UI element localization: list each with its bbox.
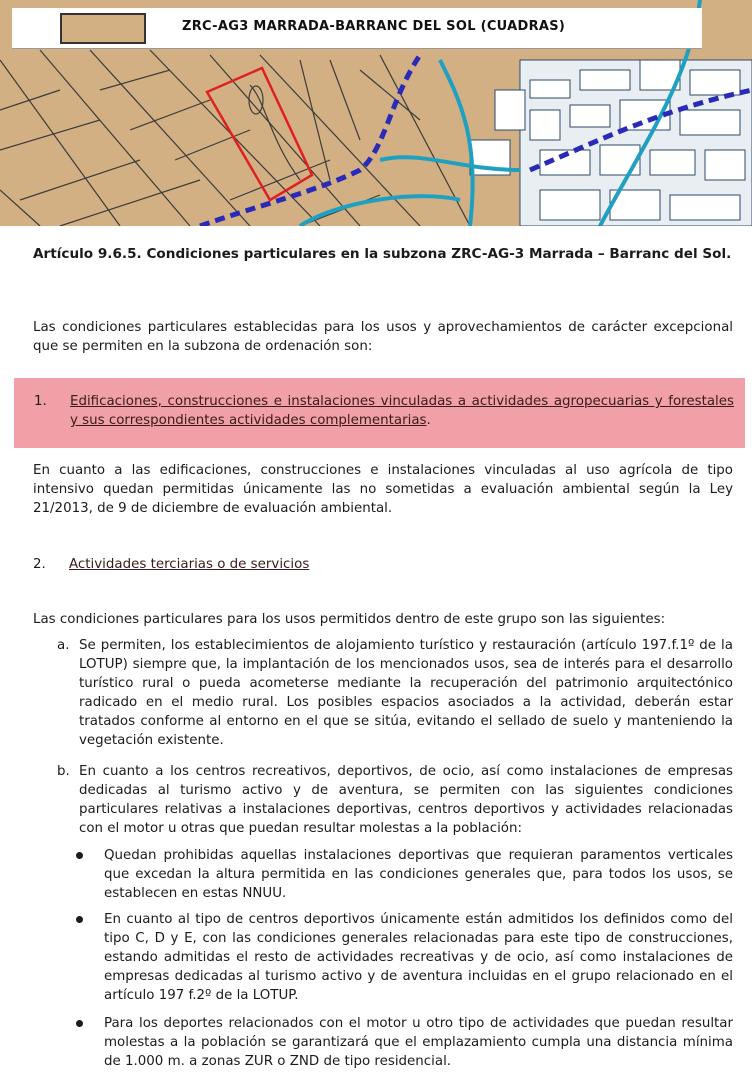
- article-heading: Artículo 9.6.5. Condiciones particulares en la subzona ZRC-AG-3 Marrada – Barranc del Sol.: [33, 246, 732, 262]
- item-1-suffix: .: [426, 413, 431, 428]
- legend-label: ZRC-AG3 MARRADA-BARRANC DEL SOL (CUADRAS): [182, 19, 566, 34]
- bullet-dot: [76, 1020, 83, 1027]
- item-1: [34, 392, 734, 430]
- bullet-text: En cuanto al tipo de centros deportivos únicamente están admitidos los definidos como del tipo C, D y E, con las condiciones generales relacionadas para este tipo de construcciones, estando admitidas el resto de actividades recreativas y de ocio, así como instalaciones de empresas dedicadas al turismo activo y de aventura incluidas en el grupo relacionado en el artículo 197 f.2º de la LOTUP.: [104, 912, 733, 1003]
- group-conditions-intro: Las condiciones particulares para los usos permitidos dentro de este grupo son las siguientes:: [33, 612, 666, 627]
- sub-item-a-text: Se permiten, los establecimientos de alojamiento turístico y restauración (artículo 197.f.1º de la LOTUP) siempre que, la implantación de los mencionados usos, sea de interés para el desarrollo turístico rural o pueda acometerse mediante la recuperación del patrimonio arquitectónico radicado en el medio rural. Los posibles espacios asociados a la actividad, deberán estar tratados conforme al entorno en el que se sitúa, evitando el sellado de suelo y manteniendo la vegetación existente.: [79, 638, 733, 748]
- bullet-dot: [76, 916, 83, 923]
- item-2-number: 2.: [33, 557, 46, 572]
- sub-item-b-letter: b.: [57, 764, 70, 779]
- intro-paragraph: Las condiciones particulares establecidas para los usos y aprovechamientos de carácter excepcional que se permiten en la subzona de ordenación son:: [33, 320, 733, 354]
- bullet-item: [76, 1014, 733, 1071]
- map-legend: [12, 8, 702, 49]
- bullet-text: Para los deportes relacionados con el motor u otro tipo de actividades que puedan resultar molestas a la población se garantizará que el emplazamiento cumpla una distancia mínima de 1.000 m. a zonas ZUR o ZND de tipo residencial.: [104, 1016, 733, 1069]
- sub-item-b: [57, 762, 733, 838]
- item-1-text: Edificaciones, construcciones e instalaciones vinculadas a actividades agropecuarias y forestales y sus correspondientes actividades complementarias: [70, 394, 734, 428]
- paragraph-intensive-use: En cuanto a las edificaciones, construcciones e instalaciones vinculadas al uso agrícola de tipo intensivo quedan permitidas únicamente las no sometidas a evaluación ambiental según la Ley 21/2013, de 9 de diciembre de evaluación ambiental.: [33, 463, 733, 516]
- item-2-text: Actividades terciarias o de servicios: [69, 557, 310, 572]
- item-2: [33, 555, 733, 574]
- bullet-item: [76, 910, 733, 1005]
- bullet-item: [76, 846, 733, 903]
- sub-item-b-text: En cuanto a los centros recreativos, deportivos, de ocio, así como instalaciones de empresas dedicadas al turismo activo y de aventura, se permiten con las siguientes condiciones particulares relativas a instalaciones deportivas, centros deportivos y actividades relacionadas con el motor u otras que puedan resultar molestas a la población:: [79, 764, 733, 836]
- legend-swatch: [60, 13, 146, 44]
- sub-item-a-letter: a.: [57, 638, 70, 653]
- item-1-number: 1.: [34, 394, 47, 409]
- highlighted-item: [14, 378, 745, 448]
- sub-item-a: [57, 636, 733, 750]
- zoning-map: [0, 0, 752, 226]
- bullet-text: Quedan prohibidas aquellas instalaciones deportivas que requieran paramentos verticales que excedan la altura permitida en las condiciones generales que, para todos los usos, se establecen en estas NNUU.: [104, 848, 733, 901]
- bullet-dot: [76, 852, 83, 859]
